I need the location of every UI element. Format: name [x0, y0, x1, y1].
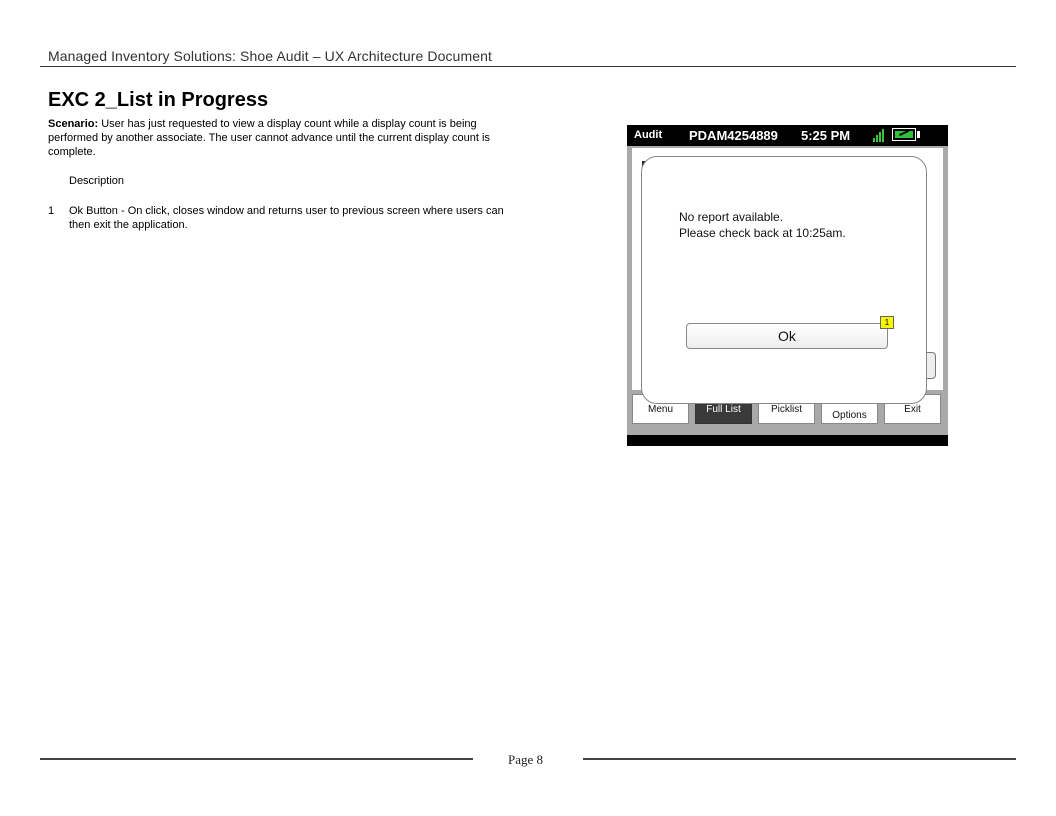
status-bar: [627, 125, 948, 146]
modal-message: [679, 209, 846, 241]
scenario-text: User has just requested to view a display count while a display count is being performed by another associate. The user cannot advance until the current display count is complete.: [48, 118, 490, 158]
status-app-name: Audit: [634, 129, 663, 141]
description-text: Ok Button - On click, closes window and returns user to previous screen where users can then exit the application.: [69, 205, 504, 231]
header-rule: [40, 66, 1016, 67]
page-number: Page 8: [508, 752, 544, 767]
nav-full-list-button[interactable]: Full List: [695, 394, 752, 424]
callout-badge: 1: [880, 316, 894, 329]
scenario: [48, 117, 526, 159]
status-time: 5:25 PM: [801, 128, 851, 143]
scenario-label: Scenario:: [48, 118, 99, 130]
nav-exit-button[interactable]: Exit: [884, 394, 941, 424]
page-title: EXC 2_List in Progress: [48, 89, 269, 111]
footer-rule-left: [40, 758, 473, 760]
signal-bars-icon: [873, 129, 887, 142]
nav-picklist-button[interactable]: Picklist: [758, 394, 815, 424]
nav-menu-button[interactable]: Menu: [632, 394, 689, 424]
ok-button[interactable]: Ok: [686, 323, 888, 349]
nav-options-button[interactable]: Options: [821, 394, 878, 424]
description-heading: Description: [69, 175, 125, 187]
battery-charging-icon: [892, 128, 916, 141]
description-number: 1: [48, 205, 55, 217]
footer-rule-right: [583, 758, 1016, 760]
device-bottom-bar: [627, 435, 948, 446]
status-device-id: PDAM4254889: [689, 128, 778, 143]
modal-message-line2: Please check back at 10:25am.: [679, 226, 846, 240]
battery-tip: [917, 131, 920, 138]
doc-header: Managed Inventory Solutions: Shoe Audit – UX Architecture Document: [48, 48, 492, 64]
modal-message-line1: No report available.: [679, 210, 784, 224]
report-modal: [641, 156, 927, 404]
